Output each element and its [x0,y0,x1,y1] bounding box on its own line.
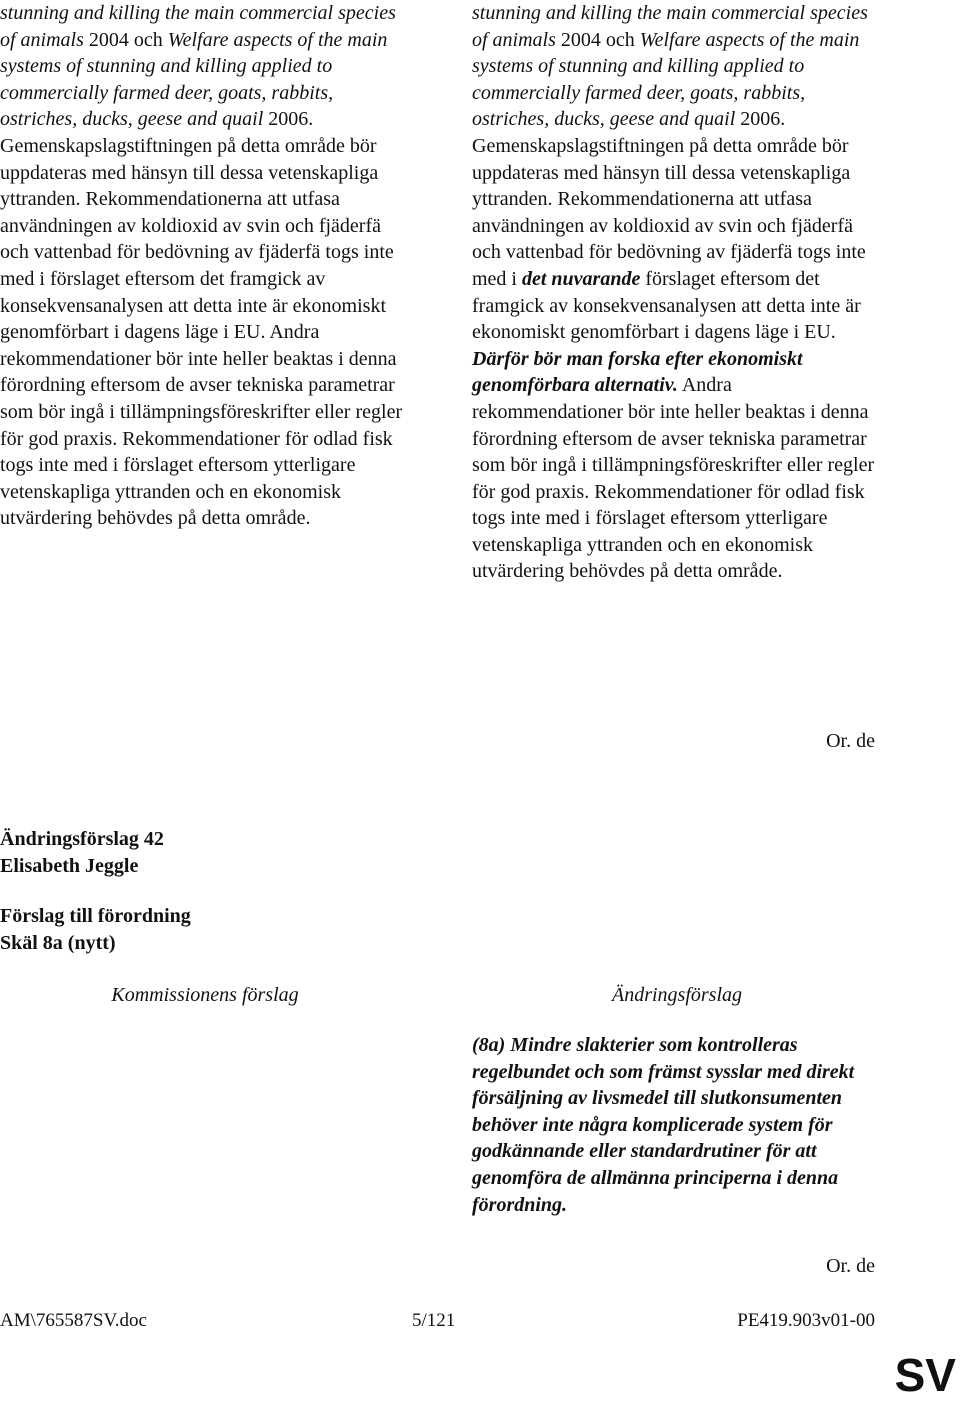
right-italic-citation-2: Welfare aspects of the main systems of stunning and killing applied to commercially farmed deer, goats, rabbits, ostriches, ducks, geese and quail [472,28,860,131]
left-paragraph [0,0,410,532]
original-language-marker: Or. de [826,730,875,752]
proposal-title: Förslag till förordning [0,905,191,927]
right-italic-citation-1: stunning and killing the main commercial species of animals [472,2,868,51]
amendment-number: Ändringsförslag 42 [0,828,164,850]
right-inserted-text-1: det nuvarande [522,267,641,290]
right-paragraph [472,0,882,585]
left-italic-citation-2: Welfare aspects of the main systems of stunning and killing applied to commercially farmed deer, goats, rabbits, ostriches, ducks, geese and quail [0,28,388,131]
left-text-b: 2006. Gemenskapslagstiftningen på detta område bör uppdateras med hänsyn till dessa vetenskapliga yttranden. Rekommendationerna att utfasa användningen av koldioxid av svin och fjäderfä och vattenbad för bedövning av fjäderfä togs inte med i förslaget eftersom det framgick av konsekvensanalysen att detta inte är ekonomiskt genomförbart i dagens läge i EU. Andra rekommendationer bör inte heller beaktas i denna förordning eftersom de avser tekniska parametrar som bör ingå i tillämpningsföreskrifter eller regler för god praxis. Rekommendationer för odlad fisk togs inte med i förslaget eftersom ytterligare vetenskapliga yttranden och en ekonomisk utvärdering behövdes på detta område. [0,108,403,530]
right-text-b: 2006. Gemenskapslagstiftningen på detta område bör uppdateras med hänsyn till dessa vetenskapliga yttranden. Rekommendationerna att utfasa användningen av koldioxid av svin och fjäderfä och vattenbad för bedövning av fjäderfä togs inte med i [472,108,866,290]
right-column-text [472,0,882,585]
recital-text: (8a) Mindre slakterier som kontrolleras regelbundet och som främst sysslar med direkt försäljning av livsmedel till slutkonsumenten behöver inte några komplicerade system för godkännande eller standardrutiner för att genomföra de allmänna principerna i denna förordning. [472,1034,855,1216]
amendment-heading [0,826,164,880]
right-text-c: förslaget eftersom det framgick av konsekvensanalysen att detta inte är ekonomiskt genomförbart i dagens läge i EU. [472,267,861,344]
left-column-text [0,0,410,532]
column-header-commission: Kommissionens förslag [111,984,299,1006]
proposal-heading [0,903,191,957]
language-code: SV [894,1349,956,1401]
right-inserted-text-2: Därför bör man forska efter ekonomiskt genomförbara alternativ. [472,347,803,397]
right-text-a: 2004 och [555,28,640,51]
original-language-marker-2: Or. de [826,1255,875,1277]
proposal-reference: Skäl 8a (nytt) [0,932,116,954]
amendment-author: Elisabeth Jeggle [0,855,139,877]
footer-doc-ref: AM\765587SV.doc [0,1310,147,1331]
right-text-d: Andra rekommendationer bör inte heller beaktas i denna förordning eftersom de avser tekniska parametrar som bör ingå i tillämpningsföreskrifter eller regler för god praxis. Rekommendationer för odlad fisk togs inte med i förslaget eftersom ytterligare vetenskapliga yttranden och en ekonomisk utvärdering behövdes på detta område. [472,374,875,583]
footer-pe-ref: PE419.903v01-00 [737,1310,875,1331]
column-header-amendment: Ändringsförslag [611,984,743,1006]
footer-page-number: 5/121 [412,1310,456,1331]
left-text-a: 2004 och [83,28,168,51]
left-italic-citation-1: stunning and killing the main commercial species of animals [0,2,396,51]
